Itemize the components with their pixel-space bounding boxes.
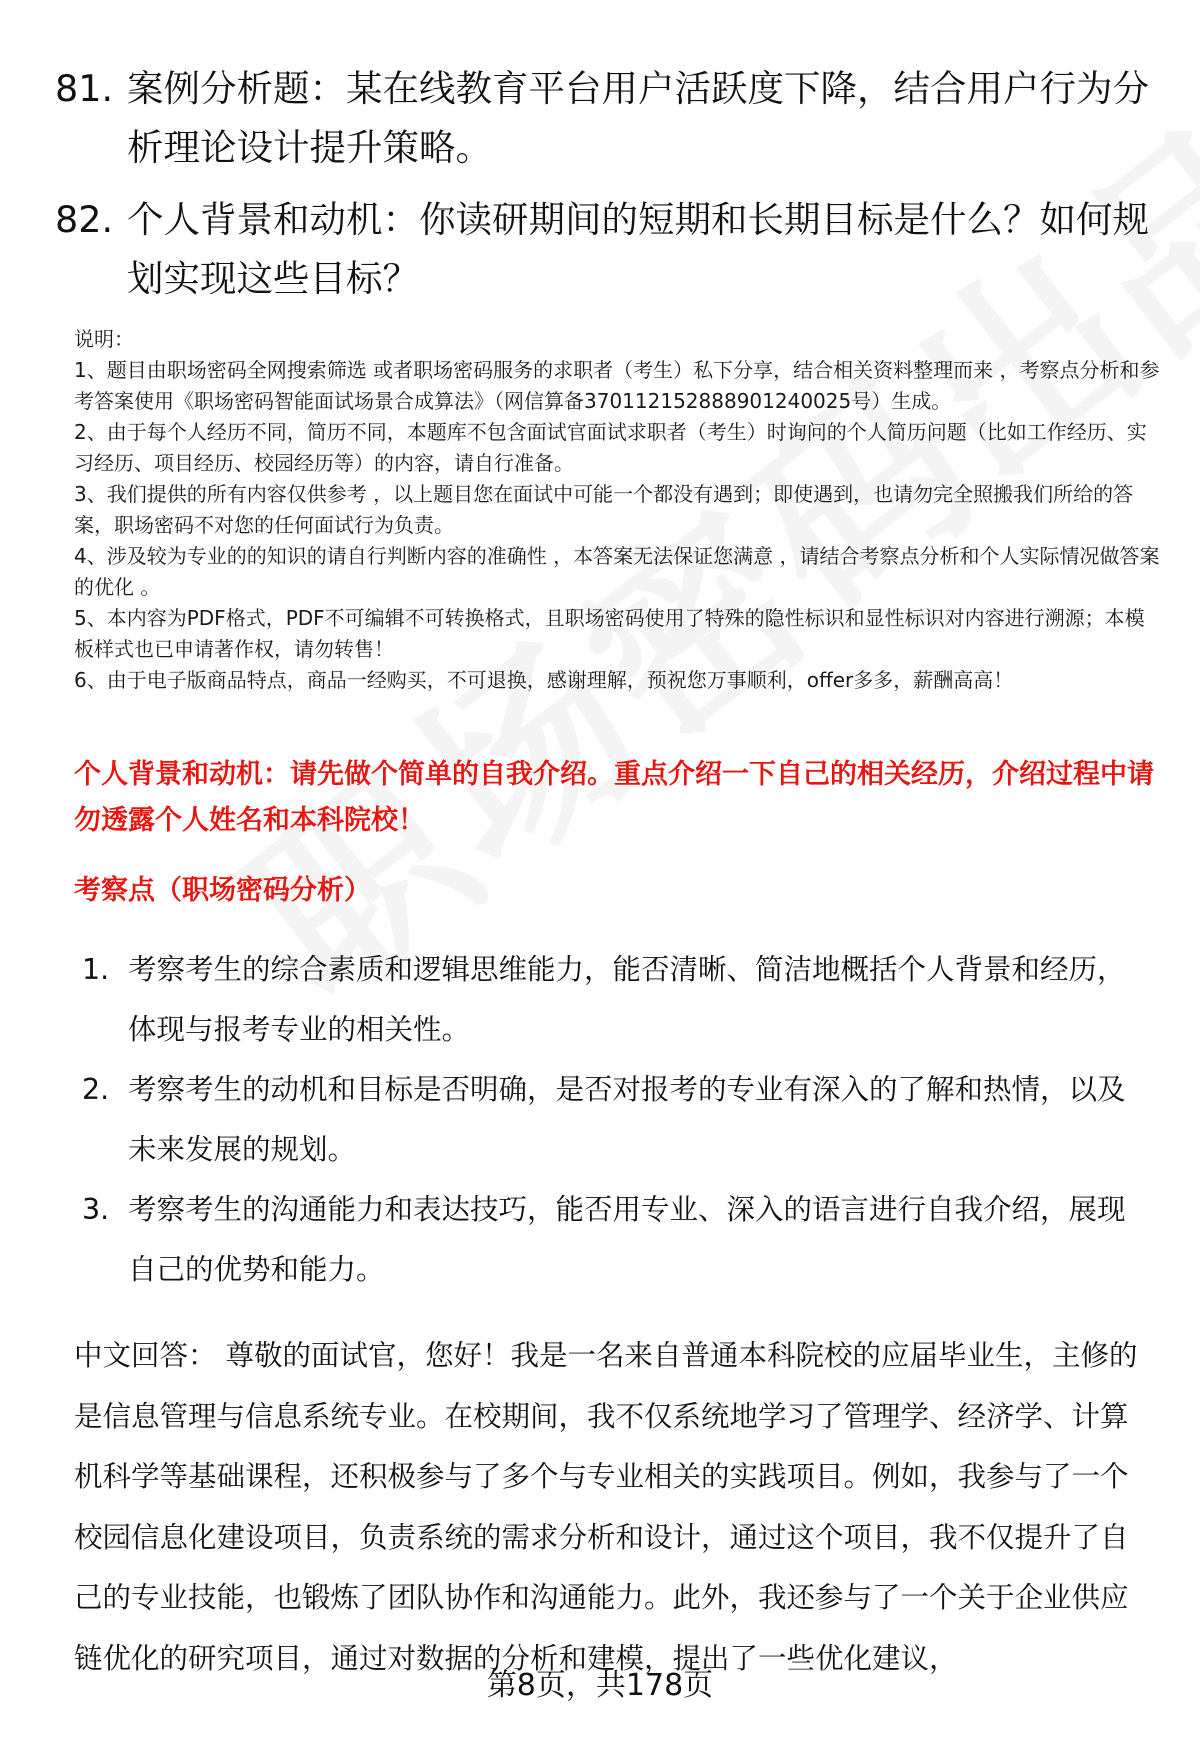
answer-paragraph: 中文回答： 尊敬的面试官，您好！我是一名来自普通本科院校的应届毕业生，主修的是信息管理与信息系统专业。在校期间，我不仅系统地学习了管理学、经济学、计算机科学等基础课程，还积极参与了多个与专业相关的实践项目。例如，我参与了一个校园信息化建设项目，负责系统的需求分析和设计，通过这个项目，我不仅提升了自己的专业技能，也锻炼了团队协作和沟通能力。此外，我还参与了一个关于企业供应链优化的研究项目，通过对数据的分析和建模，提出了一些优化建议， <box>74 1339 1138 1675</box>
analysis-heading: 考察点（职场密码分析） <box>74 875 371 906</box>
list-item-number: 1. <box>82 953 110 986</box>
note-item: 4、涉及较为专业的的知识的请自行判断内容的准确性 ，本答案无法保证您满意 ，请结合考察点分析和个人实际情况做答案的优化 。 <box>74 544 1160 599</box>
list-item <box>82 1180 1142 1300</box>
note-item: 5、本内容为PDF格式，PDF不可编辑不可转换格式，且职场密码使用了特殊的隐性标识和显性标识对内容进行溯源；本模板样式也已申请著作权，请勿转售！ <box>74 606 1145 661</box>
notes-heading: 说明： <box>74 327 134 351</box>
list-item <box>82 940 1142 1060</box>
list-item-number: 3. <box>82 1193 110 1226</box>
note-item: 1、题目由职场密码全网搜索筛选 或者职场密码服务的求职者（考生）私下分享，结合相关资料整理而来 ，考察点分析和参考答案使用《职场密码智能面试场景合成算法》（网信算备370112152888901240025号）生成。 <box>74 358 1160 413</box>
list-item-text: 考察考生的沟通能力和表达技巧，能否用专业、深入的语言进行自我介绍，展现自己的优势和能力。 <box>128 1193 1126 1286</box>
page-number: 第8页，共178页 <box>486 1668 714 1703</box>
note-item: 6、由于电子版商品特点，商品一经购买，不可退换，感谢理解，预祝您万事顺利，offer多多，薪酬高高！ <box>74 668 1014 692</box>
note-item: 3、我们提供的所有内容仅供参考 ，以上题目您在面试中可能一个都没有遇到；即使遇到，也请勿完全照搬我们所给的答案，职场密码不对您的任何面试行为负责。 <box>74 482 1134 537</box>
question-text: 案例分析题：某在线教育平台用户活跃度下降，结合用户行为分析理论设计提升策略。 <box>127 67 1149 169</box>
note-item: 2、由于每个人经历不同，简历不同，本题库不包含面试官面试求职者（考生）时询问的个人简历问题（比如工作经历、实习经历、项目经历、校园经历等）的内容，请自行准备。 <box>74 420 1147 475</box>
notes-section <box>74 324 1160 696</box>
list-item-number: 2. <box>82 1073 110 1106</box>
question-82 <box>55 190 1155 308</box>
list-item <box>82 1060 1142 1180</box>
question-number: 81. <box>55 67 114 110</box>
question-number: 82. <box>55 198 114 241</box>
list-item-text: 考察考生的综合素质和逻辑思维能力，能否清晰、简洁地概括个人背景和经历，体现与报考专业的相关性。 <box>128 953 1126 1046</box>
analysis-list <box>82 940 1142 1300</box>
question-81 <box>55 59 1155 177</box>
section-title: 个人背景和动机：请先做个简单的自我介绍。重点介绍一下自己的相关经历，介绍过程中请勿透露个人姓名和本科院校！ <box>74 759 1154 836</box>
list-item-text: 考察考生的动机和目标是否明确，是否对报考的专业有深入的了解和热情，以及未来发展的规划。 <box>128 1073 1126 1166</box>
question-text: 个人背景和动机：你读研期间的短期和长期目标是什么？如何规划实现这些目标？ <box>127 198 1149 300</box>
